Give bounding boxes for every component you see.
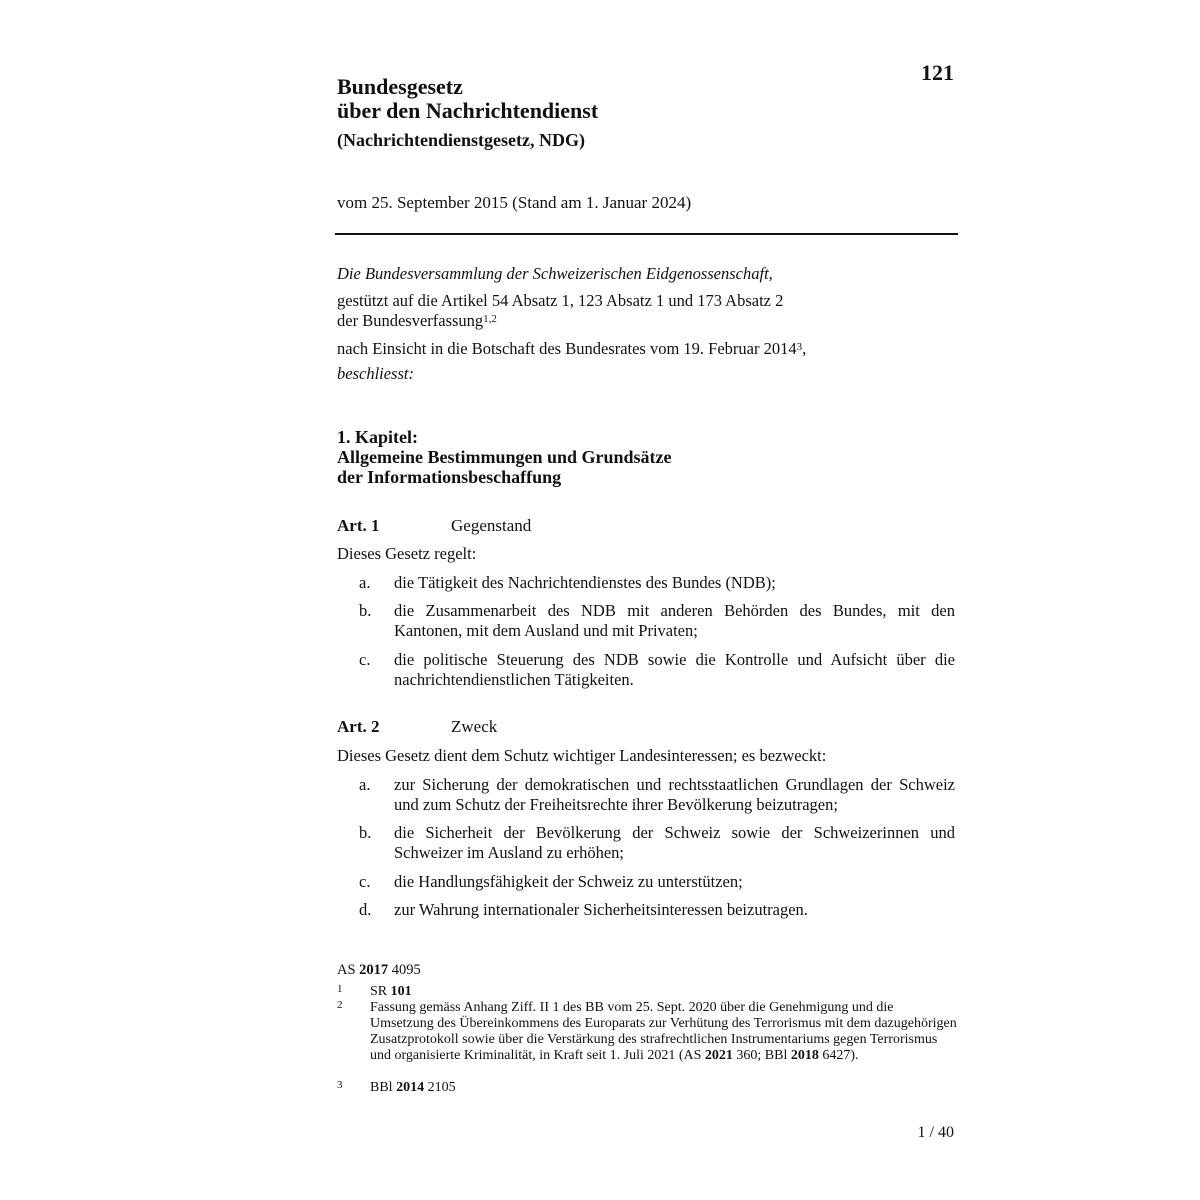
as-year: 2017 — [359, 962, 389, 978]
fn-part: 2105 — [424, 1080, 456, 1095]
item-text: die Handlungsfähigkeit der Schweiz zu unterstützen; — [394, 872, 743, 891]
preamble-message — [337, 339, 806, 359]
title-line-2: über den Nachrichtendienst — [337, 98, 599, 123]
article-1-number: Art. 1 — [337, 516, 380, 535]
footnote-text — [370, 984, 957, 1000]
as-reference — [337, 962, 421, 979]
item-letter: b. — [359, 601, 372, 620]
article-2-intro: Dieses Gesetz dient dem Schutz wichtiger Landesinteressen; es bezweckt: — [337, 746, 827, 765]
article-1-item-b — [337, 601, 957, 641]
article-2-item-d — [337, 900, 957, 920]
preamble-basis-line-2 — [337, 311, 783, 331]
header-divider — [335, 233, 958, 235]
article-2-heading — [337, 717, 957, 737]
item-letter: c. — [359, 650, 371, 669]
item-letter: d. — [359, 900, 372, 919]
sr-number: 121 — [921, 60, 954, 85]
as-prefix: AS — [337, 962, 356, 978]
footnote-3 — [337, 1080, 957, 1096]
article-1-intro: Dieses Gesetz regelt: — [337, 544, 477, 563]
preamble-decides: beschliesst: — [337, 364, 414, 383]
item-text: die Tätigkeit des Nachrichtendienstes des Bundes (NDB); — [394, 573, 776, 592]
footnote-ref-1-2[interactable]: 1,2 — [483, 313, 497, 325]
footnote-text — [370, 1000, 957, 1064]
item-letter: b. — [359, 823, 372, 842]
item-letter: a. — [359, 775, 371, 794]
fn-bold: 2021 — [704, 1048, 733, 1063]
footnote-ref-3[interactable]: 3 — [796, 341, 803, 353]
article-1-item-c — [337, 650, 957, 690]
title-line-1: Bundesgesetz — [337, 74, 463, 99]
message-end: , — [802, 339, 807, 358]
item-text: die Sicherheit der Bevölkerung der Schweiz sowie der Schweizerinnen und Schweizer im Ausland zu erhöhen; — [394, 823, 955, 862]
fn-bold: 2014 — [396, 1080, 425, 1095]
article-1-title: Gegenstand — [451, 516, 532, 535]
article-2-title: Zweck — [451, 717, 498, 736]
as-page: 4095 — [391, 962, 421, 978]
footnote-number: 2 — [337, 999, 343, 1011]
document-title — [337, 75, 598, 123]
article-2-item-c — [337, 872, 957, 892]
article-2-item-b — [337, 823, 957, 863]
fn-part: Fassung gemäss Anhang Ziff. II 1 des BB vom 25. Sept. 2020 über die Genehmigung und die Umsetzung des Übereinkommens des Europarats zur Verhütung des Terrorismus mit dem dazugehörigen Zusatzprotokoll sowie über die Verstärkung des strafrechtlichen Instrumentariums gegen Terrorismus und organisierte Kriminalität, in Kraft seit 1. Juli 2021 (AS — [370, 1000, 957, 1063]
page-number: 1 / 40 — [917, 1124, 954, 1141]
article-1-item-a — [337, 573, 957, 593]
preamble-basis — [337, 291, 783, 331]
fn-part: 6427). — [818, 1048, 859, 1063]
document-date: vom 25. September 2015 (Stand am 1. Januar 2024) — [337, 193, 692, 212]
item-text: zur Sicherung der demokratischen und rechtsstaatlichen Grundlagen der Schweiz und zum Schutz der Freiheitsrechte ihrer Bevölkerung beizutragen; — [394, 775, 955, 814]
article-2-number: Art. 2 — [337, 717, 380, 736]
fn-bold: 101 — [390, 984, 412, 999]
item-letter: c. — [359, 872, 371, 891]
chapter-title-line-2: der Informationsbeschaffung — [337, 467, 562, 487]
fn-part: BBl — [370, 1080, 397, 1095]
article-1-heading — [337, 516, 957, 536]
footnote-number: 3 — [337, 1079, 343, 1091]
preamble-assembly: Die Bundesversammlung der Schweizerischen Eidgenossenschaft, — [337, 264, 773, 283]
preamble-basis-line-1: gestützt auf die Artikel 54 Absatz 1, 123 Absatz 1 und 173 Absatz 2 — [337, 291, 784, 310]
chapter-number: 1. Kapitel: — [337, 427, 418, 447]
footnote-1 — [337, 984, 957, 1000]
footnote-text — [370, 1080, 957, 1096]
document-subtitle: (Nachrichtendienstgesetz, NDG) — [337, 130, 585, 150]
item-letter: a. — [359, 573, 371, 592]
item-text: zur Wahrung internationaler Sicherheitsinteressen beizutragen. — [394, 900, 808, 919]
message-text: nach Einsicht in die Botschaft des Bundesrates vom 19. Februar 2014 — [337, 339, 797, 358]
footnote-2 — [337, 1000, 957, 1080]
fn-part: 360; BBl — [732, 1048, 791, 1063]
chapter-title-line-1: Allgemeine Bestimmungen und Grundsätze — [337, 447, 672, 467]
fn-part: SR — [370, 984, 391, 999]
chapter-heading — [337, 427, 672, 487]
fn-bold: 2018 — [790, 1048, 819, 1063]
item-text: die politische Steuerung des NDB sowie die Kontrolle und Aufsicht über die nachrichtendienstlichen Tätigkeiten. — [394, 650, 955, 689]
footnote-number: 1 — [337, 983, 343, 995]
basis-text: der Bundesverfassung — [337, 311, 484, 330]
article-2-item-a — [337, 775, 957, 815]
item-text: die Zusammenarbeit des NDB mit anderen Behörden des Bundes, mit den Kantonen, mit dem Ausland und mit Privaten; — [394, 601, 955, 640]
